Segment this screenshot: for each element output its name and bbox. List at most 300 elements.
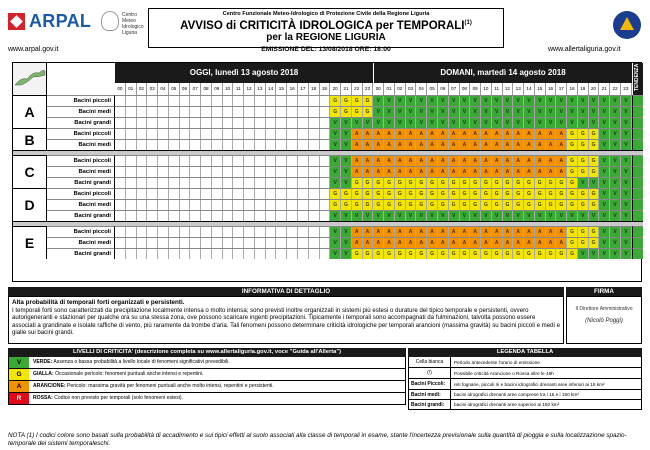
alert-cell: G	[535, 200, 546, 210]
alert-cell: V	[546, 211, 557, 221]
alert-cell	[255, 249, 266, 259]
alert-cell: G	[352, 178, 363, 188]
alert-cell: V	[341, 227, 352, 237]
alert-cell	[126, 211, 137, 221]
hour-cell: 09	[212, 83, 223, 95]
alert-cell	[266, 238, 277, 248]
hour-cell: 11	[492, 83, 503, 95]
alert-cell: A	[503, 140, 514, 150]
alert-cell: A	[363, 156, 374, 166]
footnote: NOTA (1) I codici colore sono basati sulla probabilità di accadimento e sui tipici effetti al suolo associati alla classe di temporali in esame, stante l'incertezza previsionale sulla quantità di pioggia e sulla localizzazione spazio-temporale dei sistemi temporaleschi.	[8, 432, 627, 447]
alert-cell: G	[578, 129, 589, 139]
alert-cell	[169, 107, 180, 117]
alert-cell	[190, 140, 201, 150]
alert-cell: V	[330, 156, 341, 166]
alert-cell	[212, 200, 223, 210]
alert-cell: A	[460, 156, 471, 166]
legend-row	[408, 357, 642, 368]
alert-cell	[201, 200, 212, 210]
alert-cell	[223, 167, 234, 177]
alert-cell: V	[524, 107, 535, 117]
alert-cell: V	[599, 211, 610, 221]
alert-cell: V	[621, 156, 632, 166]
levels-header: LIVELLI DI CRITICITA' (descrizione completa su www.allertaliguria.gov.it, voce "Guida all'Allerta")	[8, 348, 406, 357]
alert-cell	[276, 118, 287, 128]
level-name: ROSSA:	[33, 395, 53, 401]
alert-cell	[223, 129, 234, 139]
alert-cell: V	[599, 129, 610, 139]
hour-row	[115, 83, 632, 95]
alert-cell: G	[416, 189, 427, 199]
alert-cell	[115, 156, 126, 166]
hour-cell: 21	[341, 83, 352, 95]
alert-cell	[115, 238, 126, 248]
zone-letter-e: E	[13, 226, 47, 259]
alert-cell: A	[535, 227, 546, 237]
alert-cell: V	[438, 107, 449, 117]
alert-cell: G	[373, 189, 384, 199]
alert-cell	[223, 96, 234, 106]
alert-cell	[320, 156, 331, 166]
hour-cell: 08	[201, 83, 212, 95]
alert-cell	[201, 227, 212, 237]
alert-cell: V	[621, 249, 632, 259]
alert-cell: V	[589, 118, 600, 128]
alert-cell: A	[524, 227, 535, 237]
alert-cell: G	[352, 96, 363, 106]
alert-cell: V	[492, 211, 503, 221]
alert-cell: V	[470, 96, 481, 106]
alert-cell: V	[427, 107, 438, 117]
alert-row	[115, 199, 632, 210]
legend-text: Periodo antecedente l'orario di emissione	[454, 360, 540, 365]
alert-cell: G	[492, 178, 503, 188]
alert-cell: G	[567, 167, 578, 177]
alert-cell: G	[481, 200, 492, 210]
alert-cell	[201, 211, 212, 221]
alert-cell	[201, 118, 212, 128]
alert-cell	[201, 129, 212, 139]
alert-cell: A	[395, 238, 406, 248]
alert-cell: A	[556, 238, 567, 248]
alert-cell	[244, 129, 255, 139]
alert-cell	[190, 249, 201, 259]
alert-cell	[115, 249, 126, 259]
alert-cell: G	[438, 178, 449, 188]
alert-cell	[115, 107, 126, 117]
level-key: G	[9, 369, 29, 380]
alert-row	[115, 166, 632, 177]
alert-cell: V	[416, 118, 427, 128]
hour-cell: 02	[137, 83, 148, 95]
alert-cell	[126, 238, 137, 248]
alert-cell	[276, 96, 287, 106]
alert-cell: V	[610, 227, 621, 237]
alert-cell	[255, 129, 266, 139]
alert-cell: V	[621, 140, 632, 150]
alert-cell	[287, 238, 298, 248]
alert-cell: G	[503, 200, 514, 210]
hour-cell: 21	[599, 83, 610, 95]
hour-cell: 06	[438, 83, 449, 95]
alert-cell	[115, 227, 126, 237]
alert-cell: G	[341, 96, 352, 106]
alert-cell: G	[470, 200, 481, 210]
alert-cell: V	[578, 178, 589, 188]
alert-cell	[320, 129, 331, 139]
alert-cell: V	[546, 107, 557, 117]
alert-cell: G	[578, 200, 589, 210]
alert-cell: A	[438, 167, 449, 177]
alert-cell	[212, 189, 223, 199]
alert-cell: V	[621, 227, 632, 237]
alert-cell	[298, 189, 309, 199]
alert-row	[115, 155, 632, 166]
alert-cell	[309, 249, 320, 259]
alert-cell: V	[449, 107, 460, 117]
legend-key: (!)	[409, 368, 451, 378]
alert-cell	[298, 167, 309, 177]
alert-cell: G	[513, 200, 524, 210]
alert-cell: G	[427, 249, 438, 259]
alert-cell	[244, 178, 255, 188]
hour-cell: 14	[266, 83, 277, 95]
alert-cell: V	[438, 211, 449, 221]
alert-cell: A	[373, 167, 384, 177]
alert-row	[115, 210, 632, 221]
alert-cell: V	[610, 167, 621, 177]
alert-cell: V	[610, 96, 621, 106]
alert-cell: A	[449, 140, 460, 150]
alert-cell	[147, 189, 158, 199]
alert-cell: A	[384, 167, 395, 177]
alert-cell	[255, 167, 266, 177]
row-label: Bacini piccoli	[47, 155, 115, 166]
alert-cell: V	[373, 211, 384, 221]
alert-cell	[298, 96, 309, 106]
alert-cell: V	[492, 118, 503, 128]
zone-letter-d: D	[13, 188, 47, 221]
alert-cell: A	[416, 129, 427, 139]
alert-cell: G	[524, 178, 535, 188]
alert-cell: V	[341, 129, 352, 139]
alert-cell: V	[589, 107, 600, 117]
alert-cell: A	[352, 227, 363, 237]
alert-cell: V	[481, 211, 492, 221]
alert-cell: G	[589, 129, 600, 139]
alert-cell: G	[503, 249, 514, 259]
alert-cell: A	[363, 238, 374, 248]
alert-cell: G	[460, 189, 471, 199]
trend-cell	[632, 226, 643, 237]
alert-cell: G	[363, 107, 374, 117]
hour-cell: 15	[276, 83, 287, 95]
alert-cell	[137, 118, 148, 128]
alert-cell	[266, 118, 277, 128]
alert-cell: G	[589, 227, 600, 237]
alert-cell	[266, 249, 277, 259]
alert-cell: A	[524, 156, 535, 166]
alert-row	[115, 117, 632, 128]
alert-cell	[137, 189, 148, 199]
liguria-map-svg	[13, 63, 47, 95]
trend-cell	[632, 139, 643, 150]
alert-cell: V	[621, 107, 632, 117]
alert-cell: A	[384, 129, 395, 139]
alert-cell	[158, 200, 169, 210]
alert-cell	[201, 238, 212, 248]
alert-cell: V	[416, 107, 427, 117]
trend-cell	[632, 188, 643, 199]
alert-cell: A	[492, 156, 503, 166]
info-title: Alta probabilità di temporali forti organizzati e persistenti.	[12, 299, 185, 306]
alert-cell: A	[503, 238, 514, 248]
alert-cell: V	[330, 238, 341, 248]
hour-cell: 09	[470, 83, 481, 95]
alert-cell	[255, 227, 266, 237]
info-text: I temporali forti sono caratterizzati da precipitazione localmente intensa o molto intensa; sono previsti inoltre organizzati in sistemi più estesi o durature del tipico temporale e persistenti, ovvero autorigeneranti e stazionari per qualche ora su una stessa zona, ove possono scaricare ingenti precipitazioni. Tipicamente i temporali sono accompagnati da fulminazioni, talvolta possono essere associati a grandinate e isolate raffiche di vento, più raramente da trombe d'aria. Tali fenomeni possono determinare criticità idrologiche per temporali arancioni (massima gravità) su bacini piccoli e medi e gialle sui bacini grandi.	[12, 307, 560, 336]
alert-cell: V	[427, 96, 438, 106]
liguria-map-icon	[13, 63, 47, 95]
alert-cell: V	[492, 107, 503, 117]
alert-cell: A	[503, 227, 514, 237]
alert-cell	[266, 96, 277, 106]
title-footnote-mark: (1)	[464, 20, 472, 26]
alert-cell: A	[481, 156, 492, 166]
alert-cell: A	[406, 129, 417, 139]
bulletin-header	[148, 8, 504, 48]
alert-cell: A	[427, 129, 438, 139]
alert-cell	[233, 178, 244, 188]
alert-cell	[298, 227, 309, 237]
alert-cell: V	[599, 238, 610, 248]
hour-cell: 00	[115, 83, 126, 95]
alert-cell	[137, 211, 148, 221]
alert-cell	[137, 178, 148, 188]
alert-cell: V	[384, 96, 395, 106]
alert-cell	[158, 189, 169, 199]
alert-cell	[233, 118, 244, 128]
alert-cell: V	[406, 118, 417, 128]
alert-cell: A	[481, 129, 492, 139]
alert-cell: V	[406, 107, 417, 117]
alert-cell	[180, 200, 191, 210]
alert-cell: A	[524, 238, 535, 248]
alert-cell	[115, 167, 126, 177]
trend-cell	[632, 237, 643, 248]
firma-role: Il Direttore Amministrativo	[575, 306, 633, 312]
info-header: INFORMATIVA DI DETTAGLIO	[8, 287, 564, 296]
alert-cell	[276, 211, 287, 221]
alert-cell: A	[460, 129, 471, 139]
alert-cell: V	[449, 118, 460, 128]
alert-cell: A	[481, 140, 492, 150]
alert-cell: V	[556, 96, 567, 106]
alert-cell: V	[621, 238, 632, 248]
alert-cell: V	[599, 107, 610, 117]
alert-cell	[147, 107, 158, 117]
alert-cell: G	[578, 140, 589, 150]
hour-cell: 13	[255, 83, 266, 95]
alert-cell	[190, 118, 201, 128]
hour-cell: 22	[352, 83, 363, 95]
alert-cell	[276, 107, 287, 117]
alert-cell	[169, 211, 180, 221]
alert-cell: A	[481, 238, 492, 248]
alert-cell	[223, 249, 234, 259]
alert-cell: G	[556, 249, 567, 259]
alert-cell: V	[341, 178, 352, 188]
alert-cell: V	[599, 227, 610, 237]
alert-cell: V	[438, 118, 449, 128]
alert-cell	[287, 211, 298, 221]
alert-cell: V	[330, 118, 341, 128]
alert-cell	[147, 156, 158, 166]
alert-cell	[287, 167, 298, 177]
alert-cell	[169, 156, 180, 166]
hour-cell: 01	[126, 83, 137, 95]
alert-cell	[147, 249, 158, 259]
alert-cell: G	[449, 200, 460, 210]
alert-cell: A	[546, 238, 557, 248]
alert-cell	[126, 107, 137, 117]
alert-cell: G	[567, 200, 578, 210]
alert-cell	[298, 178, 309, 188]
alert-cell: A	[546, 129, 557, 139]
alert-cell	[212, 140, 223, 150]
trend-cell	[632, 106, 643, 117]
alert-cell: G	[556, 178, 567, 188]
alert-cell: G	[384, 200, 395, 210]
alert-cell: V	[589, 249, 600, 259]
alert-cell	[169, 167, 180, 177]
alert-cell	[158, 107, 169, 117]
alert-cell	[115, 96, 126, 106]
day-header-today: OGGI, lunedì 13 agosto 2018	[115, 63, 373, 83]
alert-cell	[137, 227, 148, 237]
alert-cell	[201, 140, 212, 150]
alert-cell: A	[513, 140, 524, 150]
alert-cell: A	[449, 238, 460, 248]
alert-cell	[244, 140, 255, 150]
alert-cell	[276, 249, 287, 259]
info-box	[8, 296, 564, 344]
alert-cell	[180, 178, 191, 188]
alert-cell: A	[427, 227, 438, 237]
alert-cell	[276, 238, 287, 248]
alert-cell	[309, 129, 320, 139]
alert-cell: G	[438, 189, 449, 199]
alert-cell: G	[330, 200, 341, 210]
alert-cell: A	[352, 156, 363, 166]
alert-cell: V	[470, 118, 481, 128]
alert-cell: A	[492, 167, 503, 177]
alert-cell: G	[352, 200, 363, 210]
alert-cell	[320, 178, 331, 188]
alert-cell	[126, 96, 137, 106]
alert-cell: V	[556, 107, 567, 117]
hour-cell: 16	[287, 83, 298, 95]
alert-cell: A	[492, 238, 503, 248]
alert-cell	[223, 227, 234, 237]
alert-cell: G	[384, 178, 395, 188]
alert-cell: V	[524, 96, 535, 106]
alert-cell	[320, 249, 331, 259]
zone-letter-b: B	[13, 128, 47, 150]
alert-cell: G	[427, 200, 438, 210]
arpal-url[interactable]: www.arpal.gov.it	[8, 46, 59, 53]
alert-cell	[298, 140, 309, 150]
alert-cell	[276, 189, 287, 199]
alert-cell: G	[567, 249, 578, 259]
alert-cell: V	[427, 211, 438, 221]
alert-cell	[137, 167, 148, 177]
alert-cell	[298, 211, 309, 221]
trend-header	[632, 63, 643, 95]
alert-cell: V	[567, 118, 578, 128]
alert-cell	[158, 140, 169, 150]
alert-cell	[223, 189, 234, 199]
alert-cell: V	[589, 96, 600, 106]
alert-cell: V	[621, 167, 632, 177]
alert-cell: A	[406, 140, 417, 150]
alert-cell	[169, 200, 180, 210]
alert-cell	[255, 107, 266, 117]
alert-cell: V	[341, 249, 352, 259]
alert-cell	[233, 107, 244, 117]
alert-cell: A	[470, 238, 481, 248]
alert-cell: V	[352, 118, 363, 128]
alert-cell: G	[513, 249, 524, 259]
alert-cell: A	[470, 227, 481, 237]
alert-cell: A	[546, 156, 557, 166]
alert-cell	[233, 129, 244, 139]
allerta-url[interactable]: www.allertaliguria.gov.it	[548, 46, 621, 53]
alert-cell: G	[546, 189, 557, 199]
hour-cell: 04	[416, 83, 427, 95]
alert-cell: G	[556, 189, 567, 199]
alert-cell: G	[578, 156, 589, 166]
alert-cell: V	[610, 211, 621, 221]
alert-cell	[320, 96, 331, 106]
legend-header: LEGENDA TABELLA	[408, 348, 642, 357]
hour-cell: 19	[320, 83, 331, 95]
alert-cell	[266, 227, 277, 237]
alert-cell	[212, 156, 223, 166]
alert-cell: V	[556, 211, 567, 221]
alert-cell	[180, 96, 191, 106]
trend-cell	[632, 177, 643, 188]
alert-cell	[287, 249, 298, 259]
alert-cell: V	[395, 211, 406, 221]
alert-cell: A	[438, 140, 449, 150]
alert-cell: A	[524, 129, 535, 139]
alert-cell	[255, 211, 266, 221]
alert-cell	[180, 129, 191, 139]
alert-cell: A	[460, 167, 471, 177]
arpal-logo	[8, 10, 92, 36]
alert-cell	[320, 118, 331, 128]
alert-cell: G	[395, 249, 406, 259]
alert-cell: V	[460, 118, 471, 128]
row-label: Bacini medi	[47, 237, 115, 248]
alert-cell: V	[567, 211, 578, 221]
alert-cell	[233, 140, 244, 150]
alert-cell	[276, 140, 287, 150]
alert-cell: A	[427, 238, 438, 248]
alert-cell: A	[513, 167, 524, 177]
alert-cell	[320, 107, 331, 117]
